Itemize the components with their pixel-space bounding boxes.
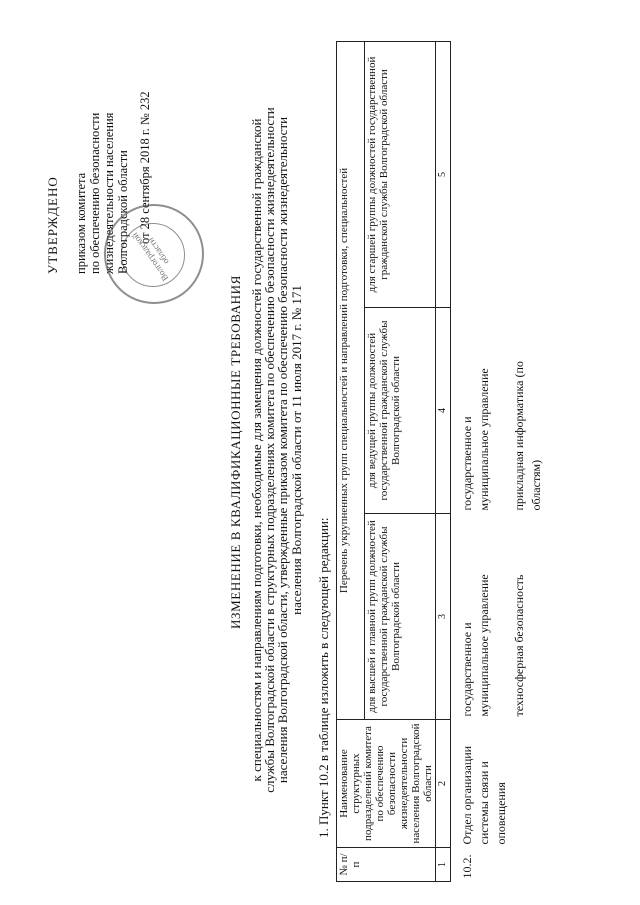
specialty: муниципальное управление — [477, 574, 491, 717]
column-number: 3 — [436, 514, 451, 720]
header-highest-group: для высшей и главной групп должностей государственной гражданской службы Волгоградской области — [364, 514, 436, 720]
row-division: Отдел организации системы связи и оповещения — [460, 745, 508, 845]
row-senior-specialties — [451, 42, 547, 308]
preamble-line: населения Волгоградской области от 11 июля 2017 г. № 171 — [288, 285, 304, 615]
approval-line: приказом комитета — [74, 172, 88, 274]
document-title: ИЗМЕНЕНИЕ В КВАЛИФИКАЦИОННЫЕ ТРЕБОВАНИЯ — [228, 275, 243, 629]
preamble-line: к специальностям и направлениям подготовки, необходимые для замещения должностей государственной гражданской — [249, 118, 264, 782]
header-leading-group: для ведущей группы должностей государственной гражданской службы Волгоградской области — [364, 308, 436, 514]
approval-line: по обеспечению безопасности — [88, 112, 102, 274]
header-division: Наименование структурных подразделений комитета по обеспечению безопасности жизнедеятельности населения Волгоградской области — [337, 720, 436, 848]
column-number: 4 — [436, 308, 451, 514]
header-number: № п/п — [337, 848, 436, 882]
seal-text: Волгоградской области — [129, 230, 171, 284]
preamble — [250, 30, 303, 870]
specialty: техносферная безопасность — [512, 574, 526, 717]
table-row — [451, 42, 547, 882]
row-leading-specialties — [451, 308, 547, 514]
specialty: муниципальное управление — [477, 368, 491, 511]
specialty: прикладная информатика (по — [512, 361, 526, 511]
approval-line: жизнедеятельности населения — [102, 112, 116, 274]
column-number: 1 — [436, 848, 451, 882]
specialty: государственное и — [460, 416, 474, 511]
header-group: Перечень укрупненных групп специальностей и направлений подготовки, специальностей — [337, 42, 365, 720]
preamble-line: службы Волгоградской области в структурных подразделениях комитета по обеспечению безопасности жизнедеятельности — [262, 107, 278, 793]
row-number: 10.2. — [460, 854, 474, 879]
row-highest-specialties — [451, 514, 547, 720]
rotated-document-sheet — [40, 22, 600, 882]
specialty: государственное и — [460, 622, 474, 717]
official-seal — [104, 204, 204, 304]
approval-line: Волгоградской области — [116, 150, 130, 274]
column-number: 5 — [436, 42, 451, 308]
approval-date: от 28 сентября 2018 г. № 232 — [138, 91, 152, 244]
clause-intro: 1. Пункт 10.2 в таблице изложить в следующей редакции: — [316, 517, 331, 838]
qualification-table — [336, 41, 546, 882]
approval-title: УТВЕРЖДЕНО — [45, 176, 60, 274]
preamble-line: населения Волгоградской области, утвержденные приказом комитета по обеспечению безопасности жизнедеятельности — [275, 116, 291, 784]
header-senior-group: для старшей группы должностей государственной гражданской службы Волгоградской области — [364, 42, 436, 308]
specialty: областям) — [529, 459, 543, 511]
column-number: 2 — [436, 720, 451, 848]
